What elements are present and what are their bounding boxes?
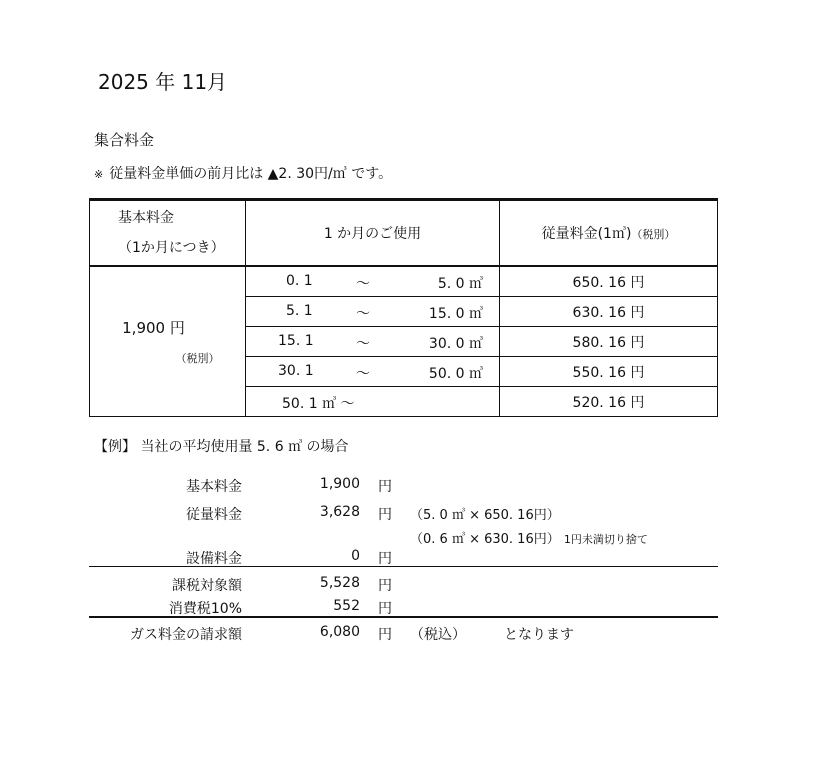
item-value: 552 [333, 598, 360, 614]
item-unit: 円 [378, 601, 392, 617]
unit-price: 580. 16 円 [500, 327, 718, 357]
item-label: 基本料金 [186, 479, 242, 495]
note-text: 従量料金単価の前月比は ▲2. 30円/㎥ です。 [109, 166, 393, 182]
unit-price: 550. 16 円 [500, 357, 718, 387]
rate-table [89, 198, 718, 417]
unit-price: 630. 16 円 [500, 297, 718, 327]
note-mark: ※ [94, 168, 104, 181]
item-unit: 円 [378, 479, 392, 495]
page-title: 2025 年 11月 [98, 70, 228, 94]
divider-line [89, 566, 718, 567]
calc-note: 1円未満切り捨て [563, 533, 648, 546]
total-suffix: （税込） [410, 627, 466, 643]
total-value: 6,080 [319, 624, 360, 640]
item-unit: 円 [378, 551, 392, 567]
example-heading: 【例】 当社の平均使用量 5. 6 ㎥ の場合 [94, 439, 349, 455]
usage-range: 30. 1 ～ 50. 0 ㎥ [246, 357, 500, 387]
header-base-fee: 基本料金 （1か月につき） [90, 200, 246, 267]
usage-range: 15. 1 ～ 30. 0 ㎥ [246, 327, 500, 357]
divider-line-thick [89, 616, 718, 618]
item-unit: 円 [378, 578, 392, 594]
item-value: 0 [351, 548, 360, 564]
base-fee-cell [90, 266, 246, 417]
usage-range: 0. 1 ～ 5. 0 ㎥ [246, 266, 500, 297]
price-change-note [94, 163, 392, 183]
item-label: 消費税10% [168, 601, 242, 617]
item-label: 課税対象額 [172, 578, 242, 594]
section-heading: 集合料金 [94, 131, 155, 149]
calc-line-1: （5. 0 ㎥ × 650. 16円） [410, 508, 560, 523]
item-value: 3,628 [319, 504, 360, 520]
item-value: 1,900 [319, 476, 360, 492]
header-unit-price: 従量料金(1㎥)（税別） [500, 200, 718, 267]
closing-text: となります [504, 627, 574, 643]
item-label: 設備料金 [186, 551, 242, 567]
base-fee-amount: 1,900 円 [122, 319, 185, 337]
base-fee-tax: （税別） [175, 352, 220, 365]
calc-line-2: （0. 6 ㎥ × 630. 16円） 1円未満切り捨て [410, 532, 648, 547]
total-unit: 円 [378, 627, 392, 643]
unit-price: 520. 16 円 [500, 387, 718, 417]
item-label: 従量料金 [186, 507, 242, 523]
header-usage: 1 か月のご使用 [246, 200, 500, 267]
usage-range: 50. 1 ㎥ ～ [246, 387, 500, 417]
total-label: ガス料金の請求額 [130, 627, 242, 643]
unit-price: 650. 16 円 [500, 266, 718, 297]
usage-range: 5. 1 ～ 15. 0 ㎥ [246, 297, 500, 327]
item-unit: 円 [378, 507, 392, 523]
item-value: 5,528 [319, 575, 360, 591]
